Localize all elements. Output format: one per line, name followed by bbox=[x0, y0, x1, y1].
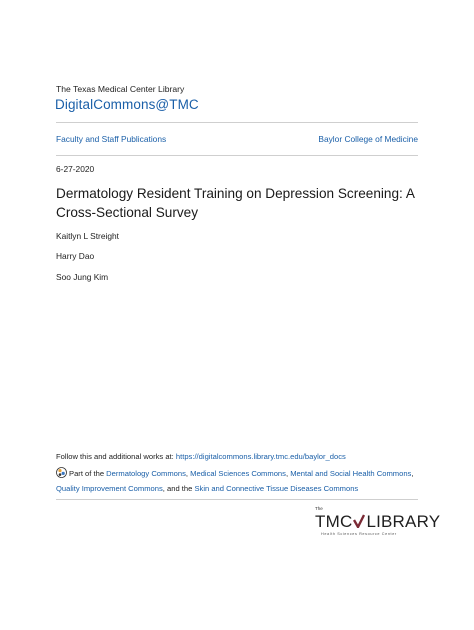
library-name: The Texas Medical Center Library bbox=[56, 84, 185, 94]
tmc-library-logo bbox=[315, 506, 441, 540]
commons-link-mental-social-health[interactable]: Mental and Social Health Commons bbox=[290, 469, 412, 478]
commons-separator: , bbox=[411, 469, 414, 478]
author-name: Soo Jung Kim bbox=[56, 272, 109, 282]
network-icon bbox=[56, 467, 67, 478]
commons-link-medical-sciences[interactable]: Medical Sciences Commons bbox=[190, 469, 286, 478]
logo-tagline: Health Sciences Resource Center bbox=[321, 532, 397, 536]
logo-library: LIBRARY bbox=[366, 512, 441, 531]
follow-text: Follow this and additional works at: bbox=[56, 452, 176, 461]
logo-tmc: TMC bbox=[315, 512, 353, 531]
author-name: Harry Dao bbox=[56, 251, 95, 261]
follow-line bbox=[56, 452, 346, 461]
collection-link-baylor[interactable]: Baylor College of Medicine bbox=[318, 134, 418, 144]
collection-divider bbox=[56, 155, 418, 156]
commons-separator: , bbox=[185, 469, 191, 478]
commons-link-skin-connective-tissue[interactable]: Skin and Connective Tissue Diseases Commons bbox=[194, 484, 359, 493]
part-of-prefix: Part of the bbox=[69, 469, 107, 478]
paper-title: Dermatology Resident Training on Depression Screening: A Cross-Sectional Survey bbox=[56, 186, 415, 220]
top-divider bbox=[56, 122, 418, 123]
footer-divider bbox=[56, 499, 418, 500]
collection-url-link[interactable]: https://digitalcommons.library.tmc.edu/baylor_docs bbox=[175, 452, 346, 461]
author-name: Kaitlyn L Streight bbox=[56, 231, 120, 241]
commons-link-quality-improvement[interactable]: Quality Improvement Commons bbox=[56, 484, 163, 493]
commons-separator: , and the bbox=[162, 484, 195, 493]
collection-link-faculty[interactable]: Faculty and Staff Publications bbox=[56, 134, 167, 144]
repository-name[interactable]: DigitalCommons@TMC bbox=[55, 97, 199, 112]
logo-the: The bbox=[315, 506, 323, 511]
logo-wordmark bbox=[315, 512, 440, 532]
commons-link-dermatology[interactable]: Dermatology Commons bbox=[106, 469, 186, 478]
publication-date: 6-27-2020 bbox=[56, 164, 95, 174]
part-of-commons bbox=[56, 466, 422, 496]
logo-check-icon bbox=[353, 514, 365, 528]
commons-separator: , bbox=[285, 469, 291, 478]
